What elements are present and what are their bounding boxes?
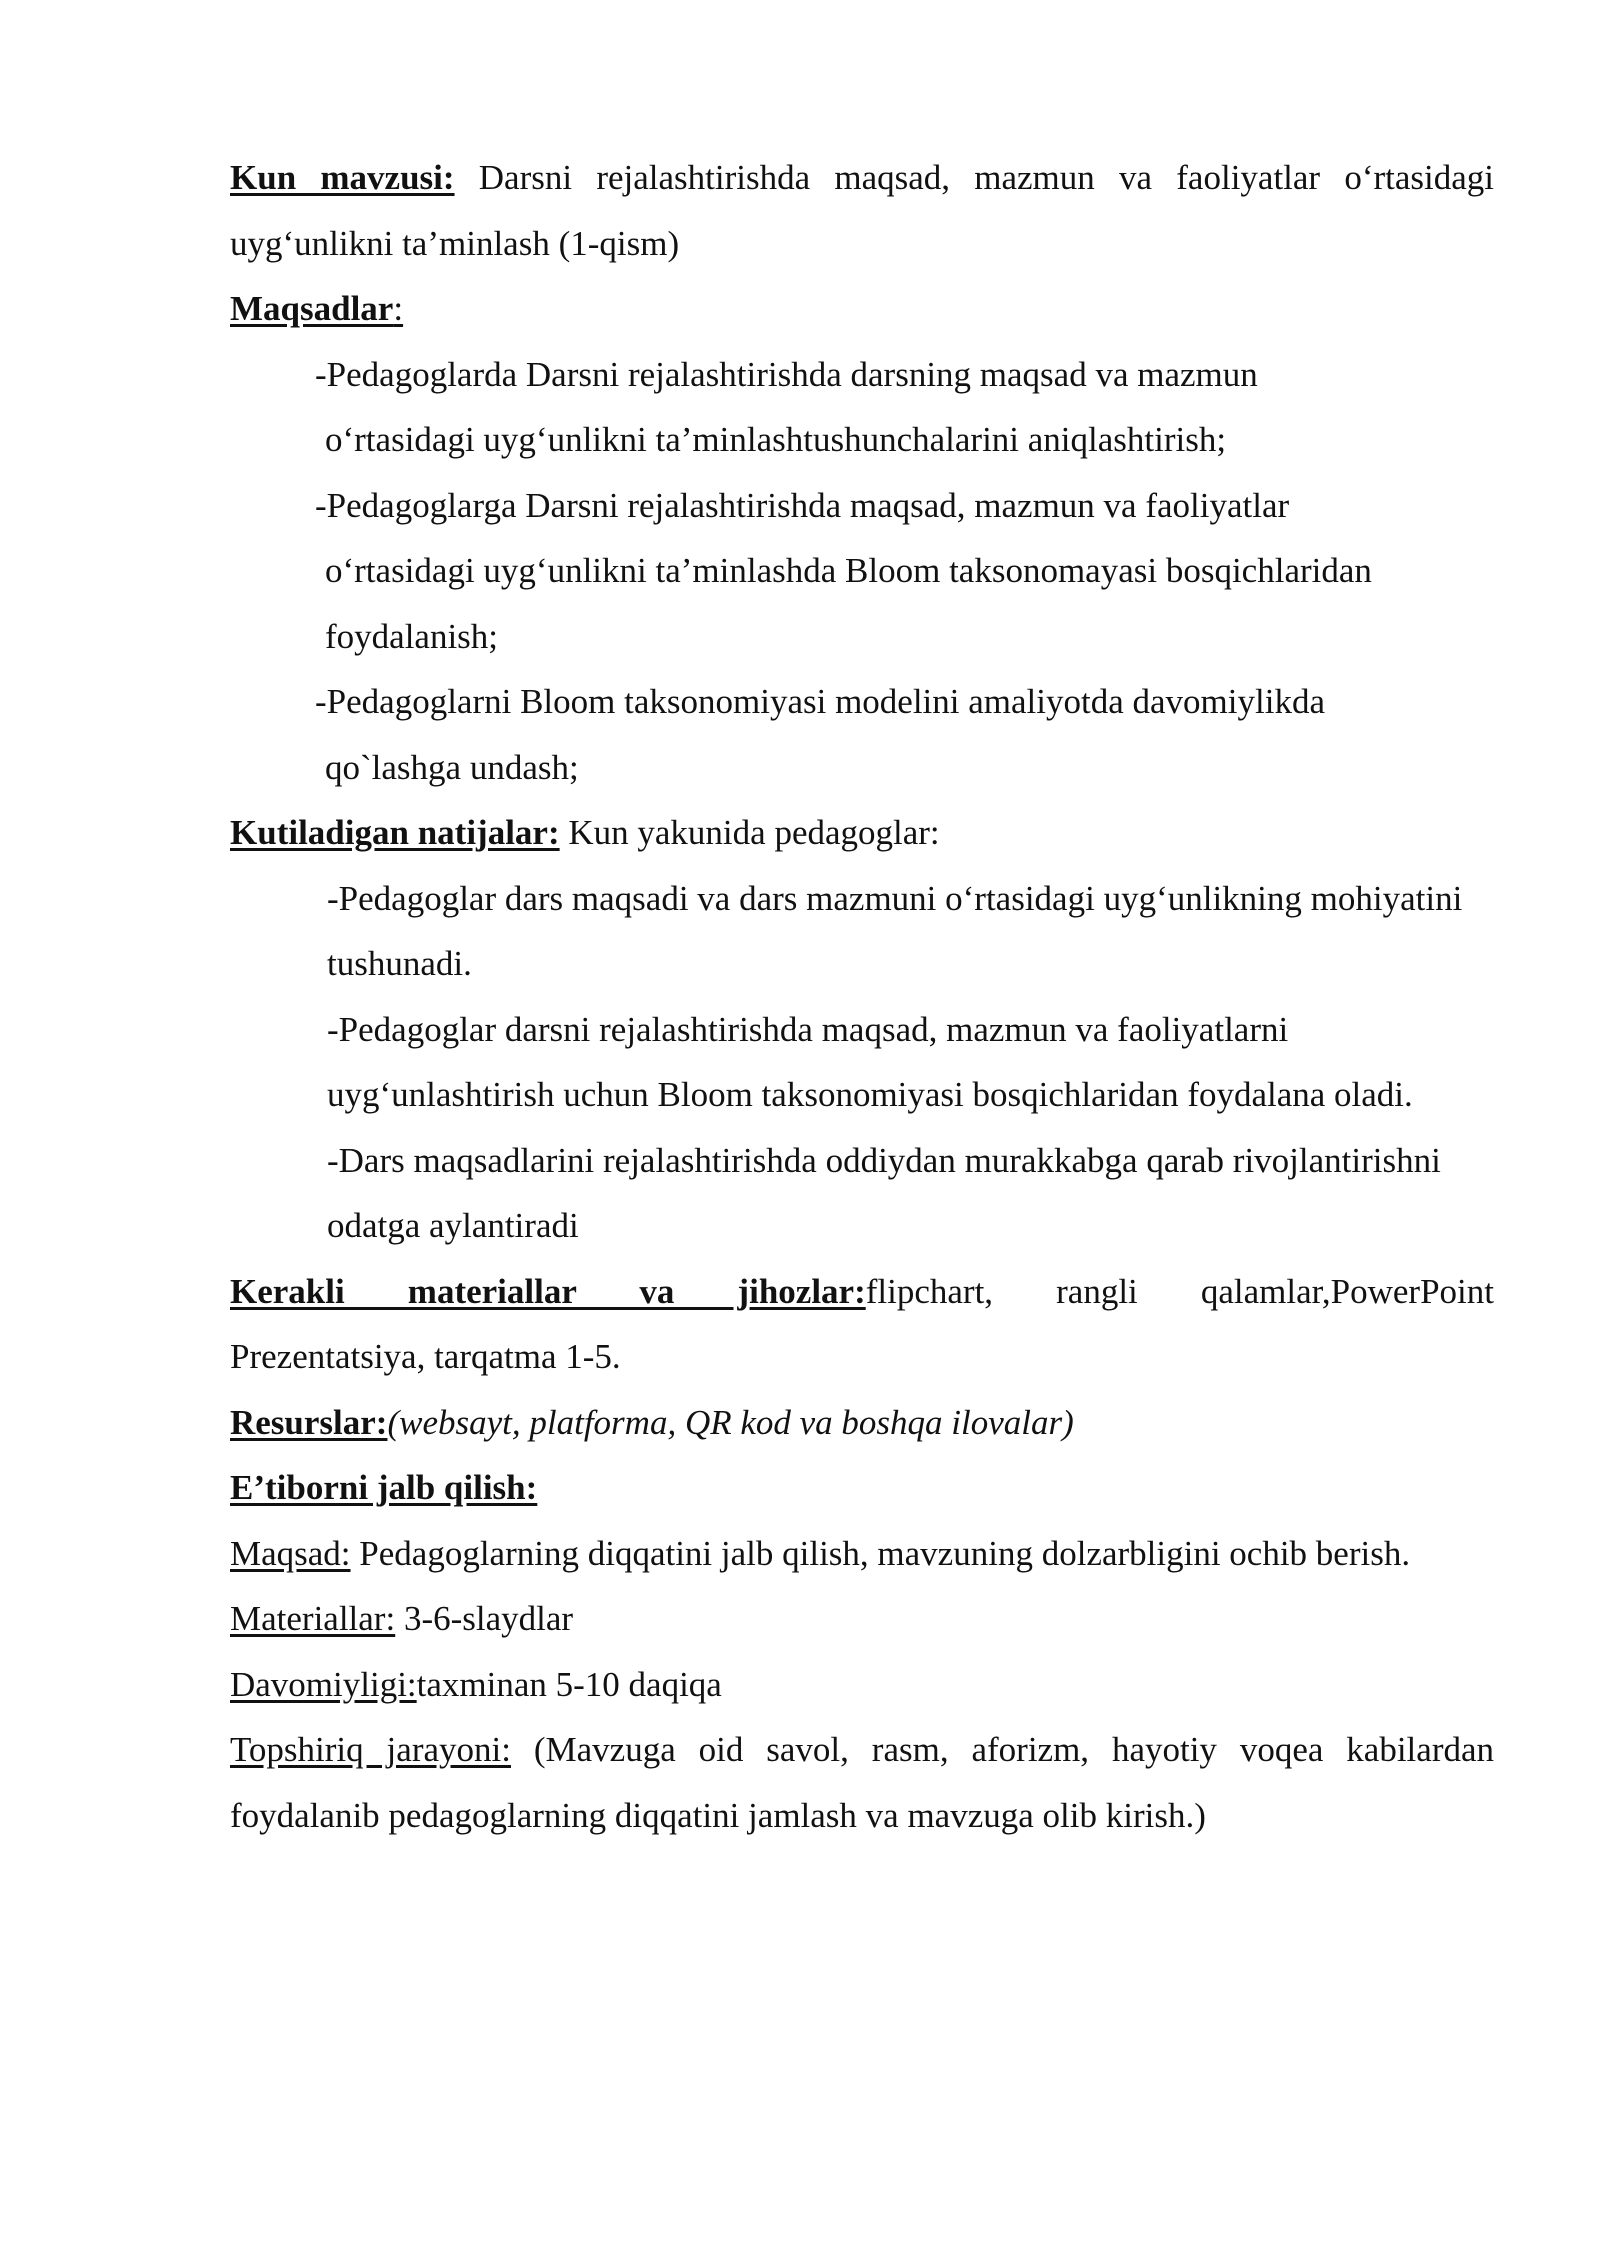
attention-goal-text: Pedagoglarning diqqatini jalb qilish, mavzuning dolzarbligini ochib berish. bbox=[350, 1533, 1411, 1573]
attention-materials bbox=[230, 1586, 1494, 1652]
resources-paragraph bbox=[230, 1390, 1494, 1456]
outcomes-intro: Kun yakunida pedagoglar: bbox=[559, 813, 940, 852]
document-body bbox=[230, 145, 1494, 1848]
attention-task-text: (Mavzuga oid savol, rasm, aforizm, hayotiy voqea kabilardan foydalanib pedagoglarning diqqatini jamlash va mavzuga olib kirish.) bbox=[230, 1730, 1495, 1835]
attention-materials-label: Materiallar: bbox=[230, 1599, 396, 1638]
materials-label: Kerakli materiallar va jihozlar: bbox=[230, 1271, 866, 1311]
resources-label: Resurslar: bbox=[230, 1402, 388, 1442]
materials-text: flipchart, rangli qalamlar,PowerPoint bbox=[865, 1271, 1494, 1311]
outcomes-heading bbox=[230, 800, 1494, 866]
attention-duration-text: taxminan 5-10 daqiqa bbox=[416, 1664, 722, 1704]
objective-line: -Pedagoglarda Darsni rejalashtirishda darsning maqsad va mazmun bbox=[315, 354, 1258, 394]
attention-task bbox=[230, 1717, 1494, 1848]
outcome-item: -Pedagoglar darsni rejalashtirishda maqsad, mazmun va faoliyatlarni uyg‘unlashtirish uchun Bloom taksonomiyasi bosqichlaridan foydalana oladi. bbox=[327, 1009, 1413, 1114]
attention-duration bbox=[230, 1652, 1494, 1718]
attention-duration-label: Davomiyligi: bbox=[230, 1664, 417, 1704]
topic-label: Kun mavzusi: bbox=[230, 158, 455, 197]
objective-continuation: qo`lashga undash; bbox=[325, 747, 579, 787]
topic-paragraph bbox=[230, 145, 1494, 276]
objective-item bbox=[230, 342, 1494, 473]
objective-line: -Pedagoglarni Bloom taksonomiyasi modelini amaliyotda davomiylikda bbox=[315, 682, 1325, 721]
objective-continuation: o‘rtasidagi uyg‘unlikni ta’minlashda Bloom taksonomayasi bosqichlaridan foydalanish; bbox=[325, 551, 1372, 656]
objective-item bbox=[230, 669, 1494, 800]
objective-item bbox=[230, 473, 1494, 670]
attention-heading-label: E’tiborni jalb qilish: bbox=[230, 1468, 538, 1507]
objectives-colon: : bbox=[393, 289, 404, 328]
resources-text: (websayt, platforma, QR kod va boshqa ilovalar) bbox=[387, 1402, 1074, 1442]
objective-line: -Pedagoglarga Darsni rejalashtirishda maqsad, mazmun va faoliyatlar bbox=[315, 485, 1290, 525]
attention-heading bbox=[230, 1455, 1494, 1521]
objective-continuation: o‘rtasidagi uyg‘unlikni ta’minlashtushunchalarini aniqlashtirish; bbox=[325, 420, 1227, 459]
attention-materials-text: 3-6-slaydlar bbox=[395, 1599, 574, 1638]
outcome-item: -Pedagoglar dars maqsadi va dars mazmuni o‘rtasidagi uyg‘unlikning mohiyatini tushunadi. bbox=[327, 878, 1463, 983]
attention-goal bbox=[230, 1521, 1494, 1587]
attention-task-label: Topshiriq jarayoni: bbox=[230, 1730, 511, 1769]
objectives-label: Maqsadlar bbox=[230, 289, 394, 328]
topic-text: Darsni rejalashtirishda maqsad, mazmun va faoliyatlar o‘rtasidagi uyg‘unlikni ta’minlash (1-qism) bbox=[230, 158, 1494, 263]
materials-line bbox=[230, 1259, 1494, 1325]
objectives-heading bbox=[230, 276, 1494, 342]
attention-goal-label: Maqsad: bbox=[230, 1533, 351, 1573]
outcome-item: -Dars maqsadlarini rejalashtirishda oddiydan murakkabga qarab rivojlantirishni odatga aylantiradi bbox=[327, 1140, 1441, 1245]
materials-continuation: Prezentatsiya, tarqatma 1-5. bbox=[230, 1337, 621, 1376]
outcomes-label: Kutiladigan natijalar: bbox=[230, 813, 560, 852]
